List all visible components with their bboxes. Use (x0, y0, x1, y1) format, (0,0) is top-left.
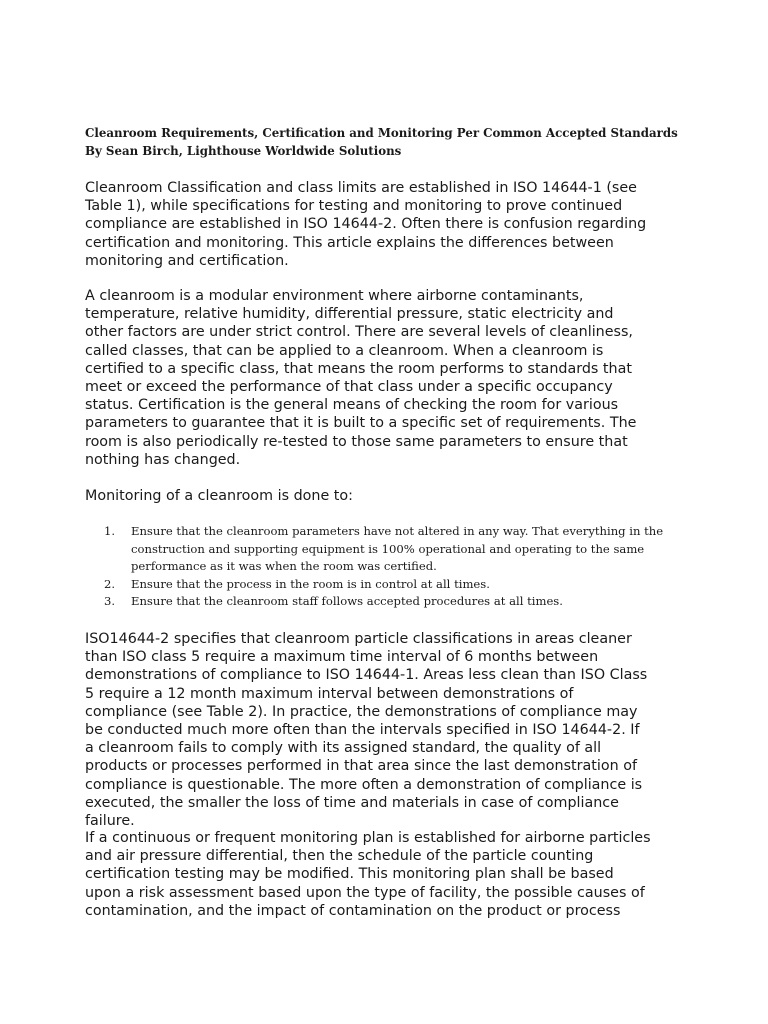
paragraph-monitoring-intro: Monitoring of a cleanroom is done to: (85, 488, 353, 504)
byline: By Sean Birch, Lighthouse Worldwide Solutions (85, 144, 402, 158)
text-line: construction and supporting equipment is 100% operational and operating to the same (131, 541, 645, 556)
text-line: status. Certification is the general means of checking the room for various (85, 397, 619, 414)
paragraph-iso-intervals (85, 630, 685, 830)
text-line: temperature, relative humidity, differential pressure, static electricity and (85, 306, 614, 323)
text-line: 5 require a 12 month maximum interval between demonstrations of (85, 685, 574, 702)
document-title (85, 124, 725, 160)
text-line: executed, the smaller the loss of time and materials in case of compliance (85, 794, 619, 811)
paragraph-monitoring-plan (85, 829, 685, 920)
text-line: a cleanroom fails to comply with its assigned standard, the quality of all (85, 740, 602, 757)
text-line: Ensure that the process in the room is in control at all times. (131, 576, 490, 591)
text-line: compliance are established in ISO 14644-2. Often there is confusion regarding (85, 216, 647, 233)
text-line: certification testing may be modified. This monitoring plan shall be based (85, 866, 614, 883)
list-number: 2. (104, 576, 116, 591)
list-number: 3. (104, 594, 116, 609)
text-line: nothing has changed. (85, 451, 241, 468)
text-line: performance as it was when the room was certified. (131, 559, 437, 574)
text-line: products or processes performed in that area since the last demonstration of (85, 758, 637, 775)
text-line: compliance (see Table 2). In practice, the demonstrations of compliance may (85, 703, 638, 720)
text-line: A cleanroom is a modular environment where airborne contaminants, (85, 288, 584, 304)
text-line: be conducted much more often than the intervals specified in ISO 14644-2. If (85, 722, 640, 739)
text-line: certification and monitoring. This article explains the differences between (85, 234, 614, 251)
text-line: Table 1), while specifications for testing and monitoring to prove continued (85, 198, 623, 215)
paragraph-classification (85, 179, 685, 270)
text-line: Ensure that the cleanroom parameters have not altered in any way. That everything in the (131, 524, 664, 538)
monitoring-purpose-list (104, 523, 704, 611)
paragraph-cleanroom-definition (85, 287, 685, 469)
text-line: monitoring and certification. (85, 252, 289, 269)
text-line: contamination, and the impact of contamination on the product or process (85, 902, 621, 919)
list-item (104, 576, 704, 594)
text-line: and air pressure differential, then the schedule of the particle counting (85, 848, 594, 865)
text-line: certified to a specific class, that means the room performs to standards that (85, 360, 632, 377)
list-number: 1. (104, 524, 116, 538)
title-line: Cleanroom Requirements, Certification and Monitoring Per Common Accepted Standards (85, 126, 678, 140)
text-line: If a continuous or frequent monitoring plan is established for airborne particles (85, 830, 651, 846)
text-line: Ensure that the cleanroom staff follows accepted procedures at all times. (131, 594, 563, 609)
text-line: upon a risk assessment based upon the type of facility, the possible causes of (85, 884, 645, 901)
text-line: Cleanroom Classification and class limits are established in ISO 14644-1 (see (85, 180, 637, 196)
list-item (104, 523, 704, 576)
text-line: demonstrations of compliance to ISO 14644-1. Areas less clean than ISO Class (85, 667, 648, 684)
text-line: than ISO class 5 require a maximum time interval of 6 months between (85, 649, 599, 666)
text-line: room is also periodically re-tested to those same parameters to ensure that (85, 433, 628, 450)
text-line: parameters to guarantee that it is built to a specific set of requirements. The (85, 415, 637, 432)
text-line: failure. (85, 813, 135, 830)
text-line: compliance is questionable. The more often a demonstration of compliance is (85, 776, 643, 793)
text-line: ISO14644-2 specifies that cleanroom particle classifications in areas cleaner (85, 631, 632, 647)
text-line: called classes, that can be applied to a cleanroom. When a cleanroom is (85, 342, 604, 359)
text-line: meet or exceed the performance of that class under a specific occupancy (85, 379, 613, 396)
text-line: other factors are under strict control. There are several levels of cleanliness, (85, 324, 633, 341)
list-item (104, 593, 704, 611)
